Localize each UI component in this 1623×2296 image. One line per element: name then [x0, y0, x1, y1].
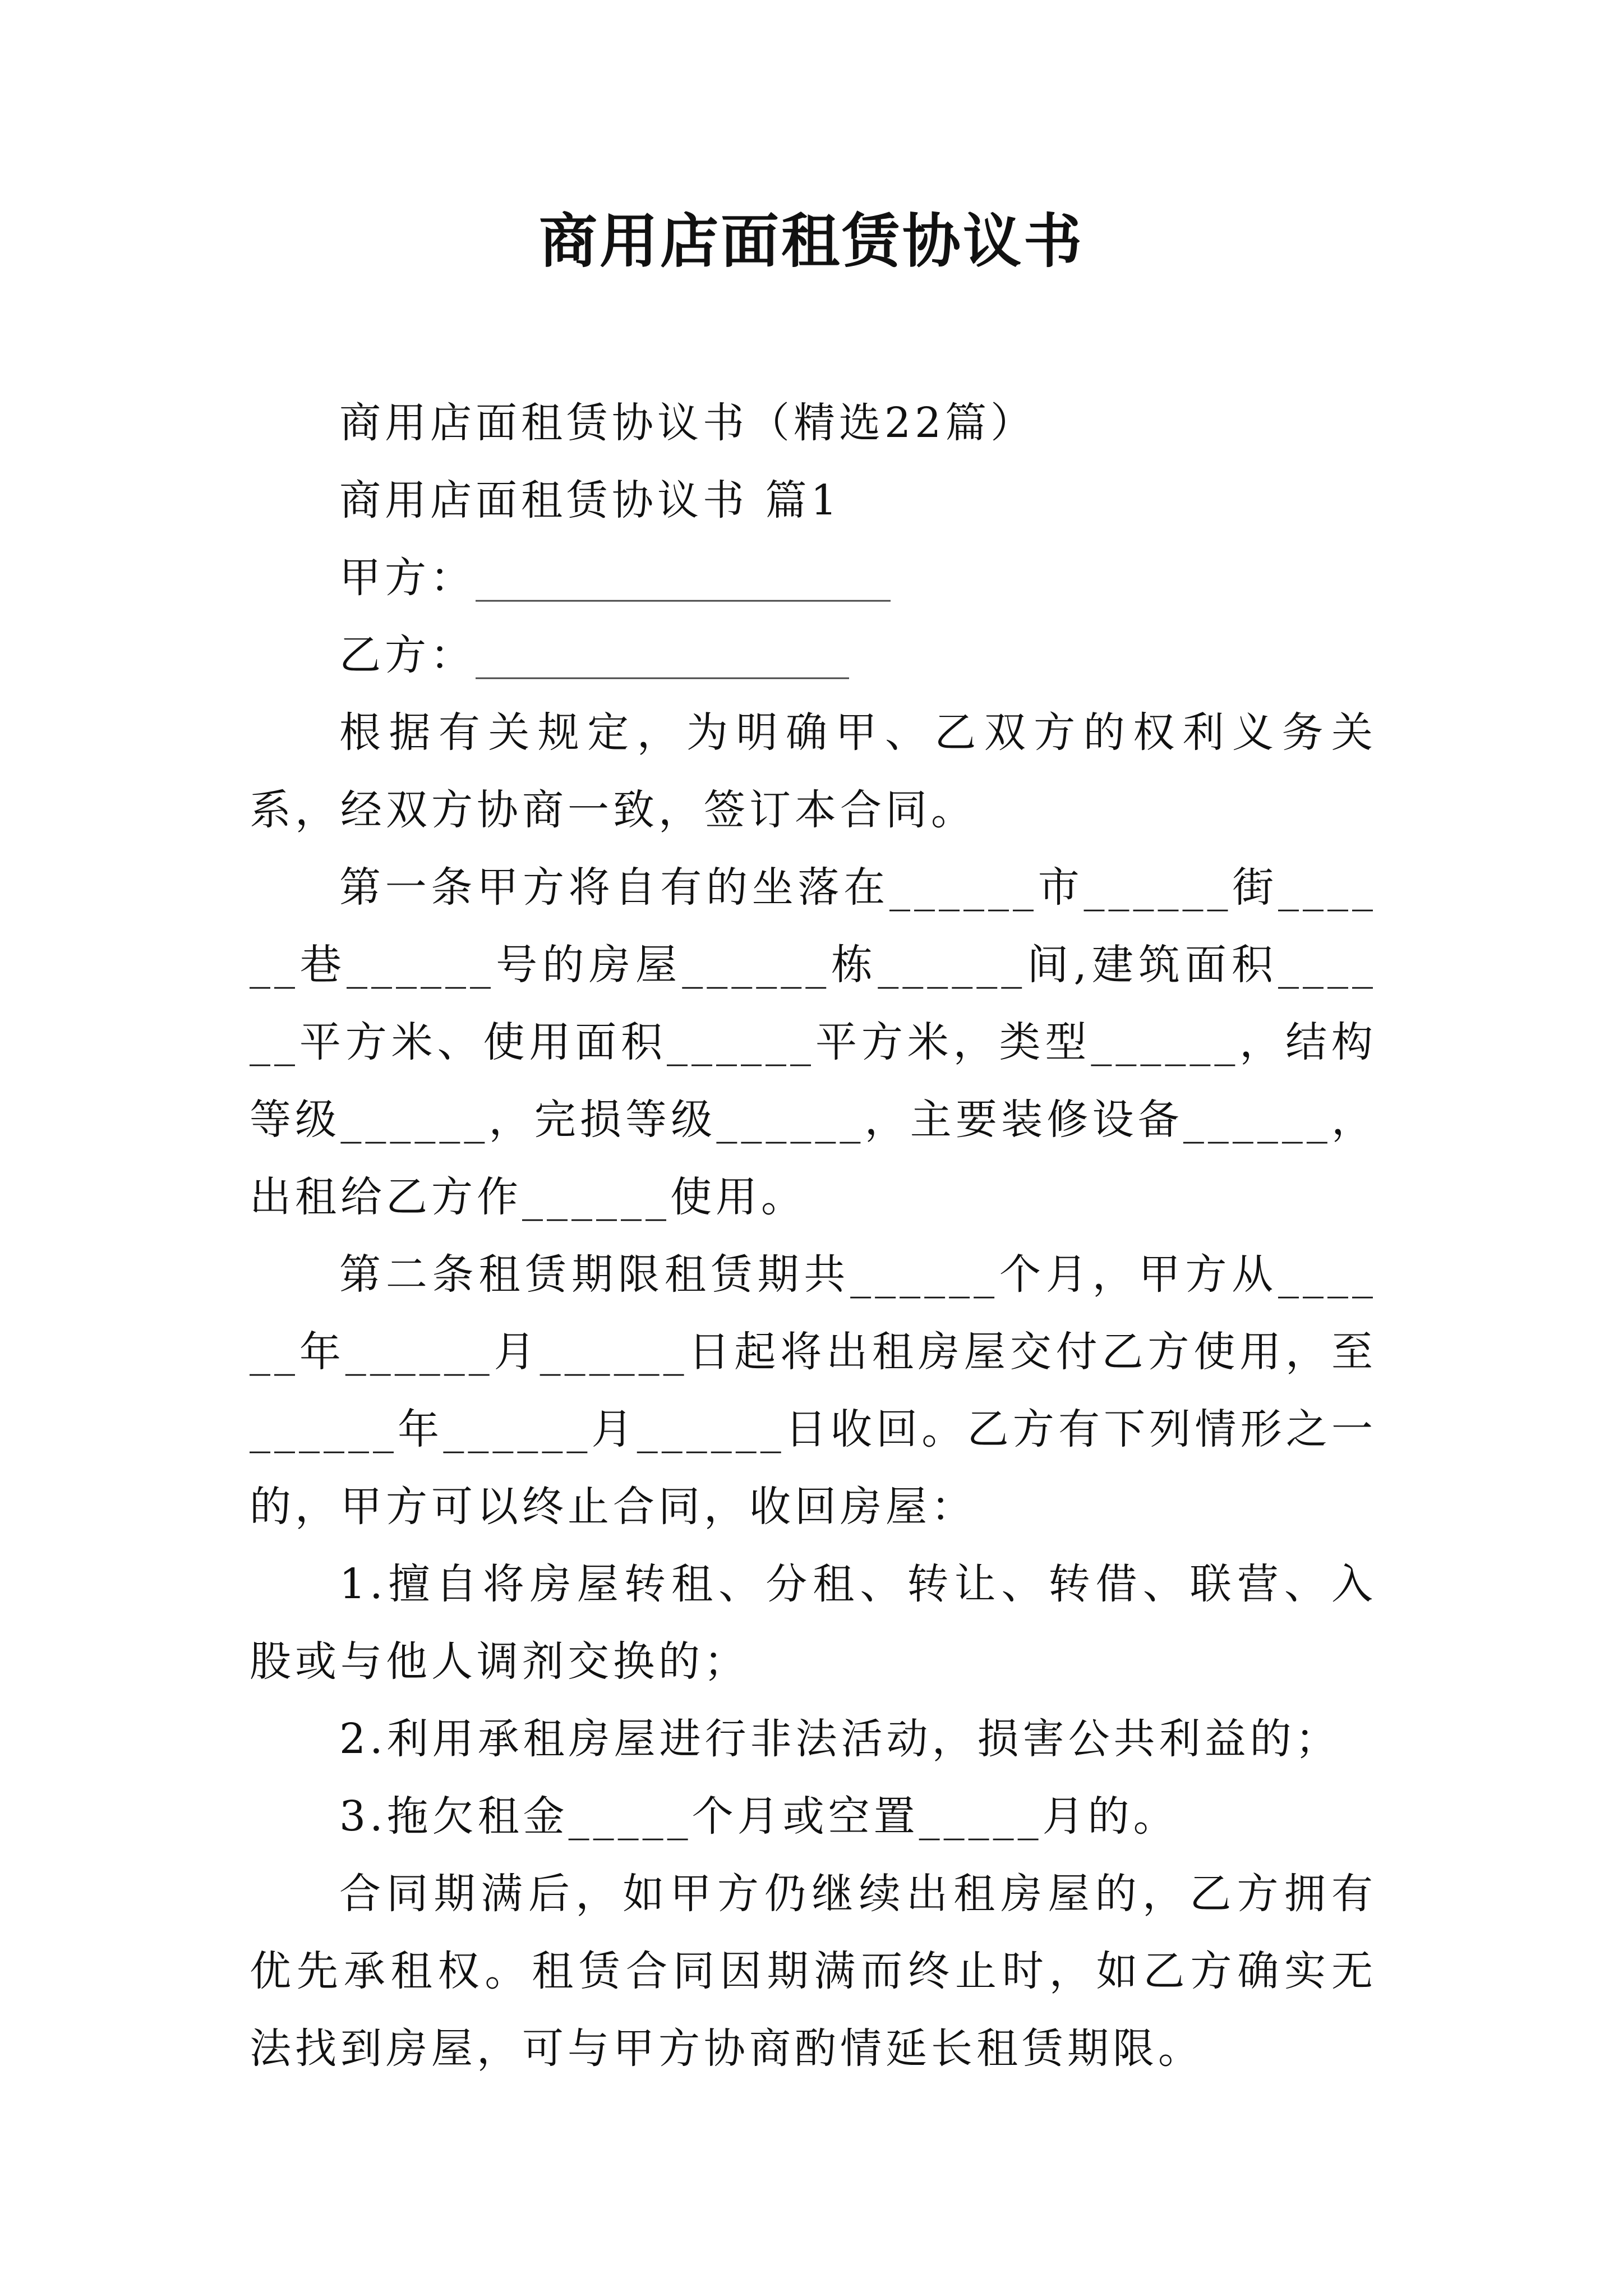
party-a-blank: ____________________: [476, 554, 891, 602]
party-a-label: 甲方：: [339, 554, 476, 602]
list-item-2: 2.利用承租房屋进行非法活动，损害公共利益的；: [339, 1715, 1341, 1763]
renewal-paragraph: 合同期满后，如甲方仍继续出租房屋的，乙方拥有优先承租权。租赁合同因期满而终止时，如乙方确实无法找到房屋，可与甲方协商酌情延长租赁期限。: [250, 1870, 1377, 2073]
list-item-1: 1.擅自将房屋转租、分租、转让、转借、联营、入股或与他人调剂交换的；: [250, 1560, 1377, 1686]
document-subtitle: 商用店面租赁协议书（精选22篇）: [339, 399, 1036, 447]
party-b-line: [250, 616, 1377, 694]
article-1-paragraph: 第一条甲方将自有的坐落在______市______街______巷______号的房屋______栋______间,建筑面积______平方米、使用面积______平方米，类型______，结构等级______，完损等级______，主要装修设备______，出租给乙方作______使用。: [250, 863, 1377, 1221]
list-item-3: 3.拖欠租金_____个月或空置_____月的。: [339, 1792, 1179, 1841]
article-2-paragraph: 第二条租赁期限租赁期共______个月，甲方从______年______月______日起将出租房屋交付乙方使用，至______年______月______日收回。乙方有下列情形之一的，甲方可以终止合同，收回房屋：: [250, 1250, 1377, 1531]
section-heading: 商用店面租赁协议书 篇1: [339, 476, 841, 524]
party-b-label: 乙方：: [339, 631, 476, 679]
party-b-blank: __________________: [476, 631, 849, 679]
intro-paragraph: 根据有关规定，为明确甲、乙双方的权利义务关系，经双方协商一致，签订本合同。: [250, 708, 1377, 834]
document-title: 商用店面租赁协议书: [538, 206, 1084, 275]
party-a-line: [250, 539, 1377, 616]
